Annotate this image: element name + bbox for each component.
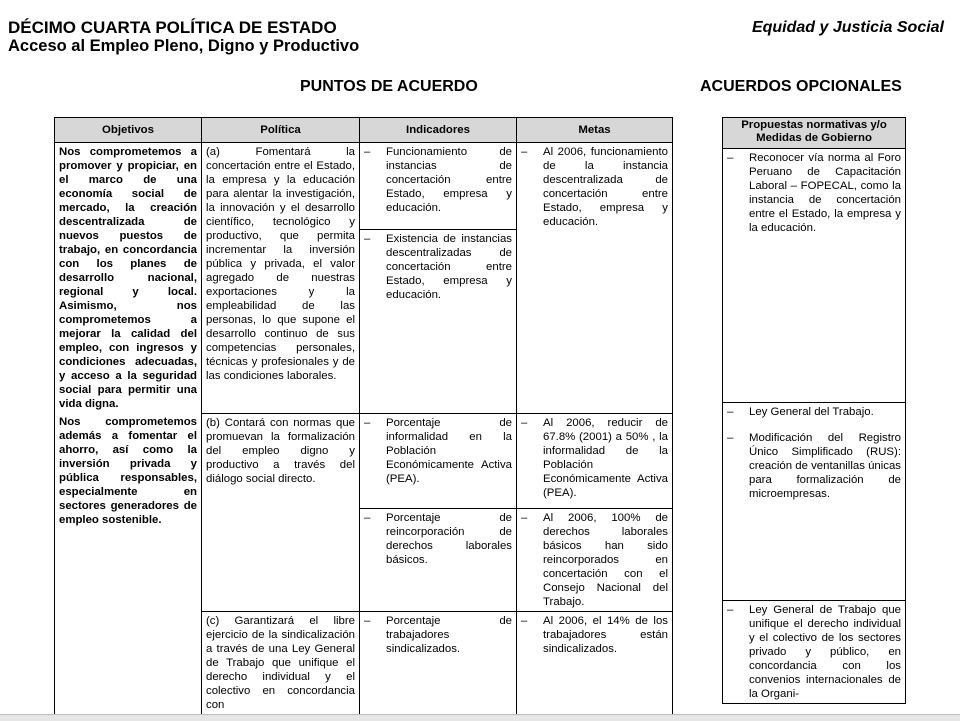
politica-cell: (b) Contará con normas que promuevan la formalización del empleo digno y productivo a través del diálogo social directo.: [202, 413, 360, 611]
indicador-cell: – Porcentaje de trabajadores sindicalizados.: [360, 611, 517, 714]
header-indicadores: Indicadores: [360, 118, 517, 143]
indicador-text: Porcentaje de trabajadores sindicalizados.: [386, 614, 512, 655]
indicador-text: Existencia de instancias descentralizadas de concertación entre Estado, empresa y educación.: [386, 233, 512, 302]
propuesta-cell: – Reconocer vía norma al Foro Peruano de Capacitación Laboral – FOPECAL, como la instancia de concertación entre el Estado, la empresa y la educación.: [723, 149, 906, 403]
policy-subtitle: Acceso al Empleo Pleno, Digno y Productivo: [8, 37, 360, 55]
table-row: [723, 601, 906, 704]
meta-cell: – Al 2006, reducir de 67.8% (2001) a 50% , la informalidad de la Población Económicamente Activa (PEA).: [517, 413, 673, 508]
table-header-row: [723, 118, 906, 149]
indicador-cell: – Porcentaje de informalidad en la Población Económicamente Activa (PEA).: [360, 413, 517, 508]
objetivo-cell: Nos comprometemos además a fomentar el ahorro, así como la inversión privada y pública responsables, especialmente en sectores generadores de empleo sostenible.: [55, 413, 202, 714]
policy-title: DÉCIMO CUARTA POLÍTICA DE ESTADO: [8, 18, 337, 37]
meta-text: Al 2006, funcionamiento de la instancia descentralizada de concertación entre Estado, empresa y educación.: [543, 146, 668, 228]
table-row: [55, 413, 673, 508]
propuesta-cell: – Ley General de Trabajo que unifique el derecho individual y el colectivo de los sectores privado y público, en concordancia con los convenios internacionales de la Organi-: [723, 601, 906, 704]
propuesta-cell: – Ley General del Trabajo. – Modificación del Registro Único Simplificado (RUS): creación de ventanillas únicas para formalización de microempresas.: [723, 403, 906, 601]
objetivo-cell: Nos comprometemos a promover y propiciar, en el marco de una economía social de mercado, la creación descentralizada de nuevos puestos de trabajo, en concordancia con los planes de desarrollo nacional, regional y local. Asimismo, nos comprometemos a mejorar la calidad del empleo, con ingresos y condiciones adecuadas, y acceso a la seguridad social para permitir una vida digna.: [55, 143, 202, 414]
indicador-text: Funcionamiento de instancias de concertación entre Estado, empresa y educación.: [386, 146, 512, 214]
propuesta-text: Ley General del Trabajo.: [749, 406, 874, 418]
section-title-optional: ACUERDOS OPCIONALES: [700, 78, 902, 95]
politica-cell: (c) Garantizará el libre ejercicio de la sindicalización a través de una Ley General de Trabajo que unifique el derecho individual y el colectivo en concordancia con: [202, 611, 360, 714]
propuesta-text: Reconocer vía norma al Foro Peruano de Capacitación Laboral – FOPECAL, como la instancia de concertación entre el Estado, la empresa y la educación.: [749, 152, 901, 234]
table-row: [723, 403, 906, 601]
table-row: [55, 143, 673, 230]
category-label: Equidad y Justicia Social: [751, 19, 944, 36]
header-politica: Política: [202, 118, 360, 143]
politica-cell: (a) Fomentará la concertación entre el Estado, la empresa y la educación para alentar la investigación, la innovación y el desarrollo científico, tecnológico y productivo, que permita incrementar la inversión pública y privada, el valor agregado de nuestras exportaciones y la empleabilidad de las personas, lo que supone el desarrollo continuo de sus competencias personales, técnicas y profesionales y de las condiciones laborales.: [202, 143, 360, 414]
indicador-cell: – Porcentaje de reincorporación de derechos laborales básicos.: [360, 508, 517, 611]
meta-cell: – Al 2006, 100% de derechos laborales básicos han sido reincorporados en concertación con el Consejo Nacional del Trabajo.: [517, 508, 673, 611]
header-metas: Metas: [517, 118, 673, 143]
agreements-table: [54, 117, 673, 715]
meta-cell: – Al 2006, el 14% de los trabajadores están sindicalizados.: [517, 611, 673, 714]
table-header-row: [55, 118, 673, 143]
meta-text: Al 2006, el 14% de los trabajadores están sindicalizados.: [543, 614, 668, 655]
meta-text: Al 2006, 100% de derechos laborales básicos han sido reincorporados en concertación con el Consejo Nacional del Trabajo.: [543, 511, 668, 608]
meta-text: Al 2006, reducir de 67.8% (2001) a 50% , la informalidad de la Población Económicamente Activa (PEA).: [543, 416, 668, 499]
indicador-cell: – Funcionamiento de instancias de concertación entre Estado, empresa y educación.: [360, 143, 517, 230]
header-propuestas: Propuestas normativas y/o Medidas de Gobierno: [723, 118, 906, 149]
indicador-cell: – Existencia de instancias descentralizadas de concertación entre Estado, empresa y educación.: [360, 230, 517, 413]
meta-cell: – Al 2006, funcionamiento de la instancia descentralizada de concertación entre Estado, empresa y educación.: [517, 143, 673, 414]
section-title-agreements: PUNTOS DE ACUERDO: [300, 78, 478, 95]
propuesta-text: Ley General de Trabajo que unifique el derecho individual y el colectivo de los sectores privado y público, en concordancia con los convenios internacionales de la Organi-: [749, 604, 901, 700]
table-row: [723, 149, 906, 403]
indicador-text: Porcentaje de reincorporación de derechos laborales básicos.: [386, 511, 512, 566]
optional-agreements-table: [722, 117, 906, 704]
propuesta-text: Modificación del Registro Único Simplificado (RUS): creación de ventanillas únicas para formalización de microempresas.: [749, 432, 901, 500]
header-objetivos: Objetivos: [55, 118, 202, 143]
indicador-text: Porcentaje de informalidad en la Población Económicamente Activa (PEA).: [386, 416, 512, 485]
document-header: [8, 18, 359, 56]
